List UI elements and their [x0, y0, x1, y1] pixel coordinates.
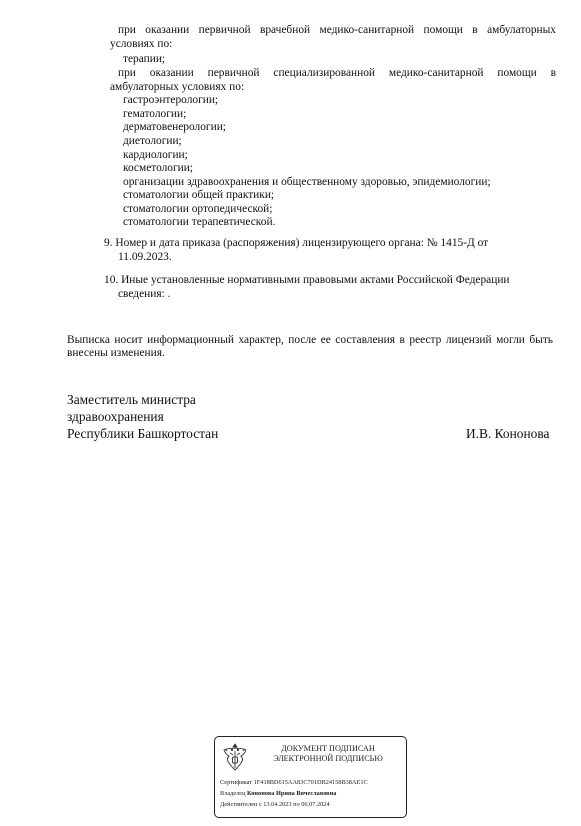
stamp-title — [253, 744, 403, 764]
stamp-certificate — [220, 779, 368, 787]
activity-line: организации здравоохранения и общественному здоровью, эпидемиологии; — [123, 176, 491, 188]
valid-label: Действителен с — [220, 801, 262, 808]
activity-line: дерматовенерологии; — [123, 121, 226, 133]
stamp-validity — [220, 801, 330, 809]
activity-line: гастроэнтерологии; — [123, 94, 219, 106]
stamp-title-line: ДОКУМЕНТ ПОДПИСАН — [281, 744, 375, 753]
activity-line: амбулаторных условиях по: — [110, 81, 245, 93]
activity-line: кардиологии; — [123, 149, 188, 161]
signer-name: И.В. Кононова — [466, 426, 550, 441]
activity-line: гематологии; — [123, 108, 187, 120]
signer-position-line: здравоохранения — [67, 409, 164, 424]
coat-of-arms-icon — [221, 741, 249, 773]
activity-line: при оказании первичной врачебной медико-санитарной помощи в амбулаторных — [118, 24, 556, 36]
certificate-value: 1F418BD615AA83C701DB24158B38AE1C — [253, 779, 368, 786]
item-10-line: 10. Иные установленные нормативными правовыми актами Российской Федерации — [104, 274, 510, 286]
signer-position-line: Заместитель министра — [67, 392, 196, 407]
e-signature-stamp — [214, 736, 407, 818]
item-9-line: 11.09.2023. — [118, 251, 172, 263]
activity-line: при оказании первичной специализированной медико-санитарной помощи в — [118, 67, 556, 79]
item-9-line: 9. Номер и дата приказа (распоряжения) лицензирующего органа: № 1415-Д от — [104, 237, 489, 249]
activity-line: косметологии; — [123, 162, 194, 174]
activity-line: стоматологии терапевтической. — [123, 216, 276, 228]
owner-label: Владелец — [220, 790, 246, 797]
item-10-line: сведения: . — [118, 288, 171, 300]
certificate-label: Сертификат — [220, 779, 253, 786]
activity-line: стоматологии общей практики; — [123, 189, 275, 201]
activity-line: диетологии; — [123, 135, 182, 147]
valid-to: 06.07.2024 — [301, 801, 330, 808]
owner-value: Кононова Ирина Вячеславовна — [247, 790, 337, 797]
activity-line: терапии; — [123, 53, 166, 65]
activity-line: условиях по: — [110, 38, 173, 50]
note-line: Выписка носит информационный характер, после ее составления в реестр лицензий могли быть — [67, 334, 553, 346]
note-line: внесены изменения. — [67, 347, 165, 359]
valid-to-label: по — [293, 801, 300, 808]
stamp-owner — [220, 790, 336, 798]
activity-line: стоматологии ортопедической; — [123, 203, 273, 215]
signer-position-line: Республики Башкортостан — [67, 426, 219, 441]
stamp-title-line: ЭЛЕКТРОННОЙ ПОДПИСЬЮ — [273, 754, 383, 763]
valid-from: 13.04.2023 — [263, 801, 292, 808]
